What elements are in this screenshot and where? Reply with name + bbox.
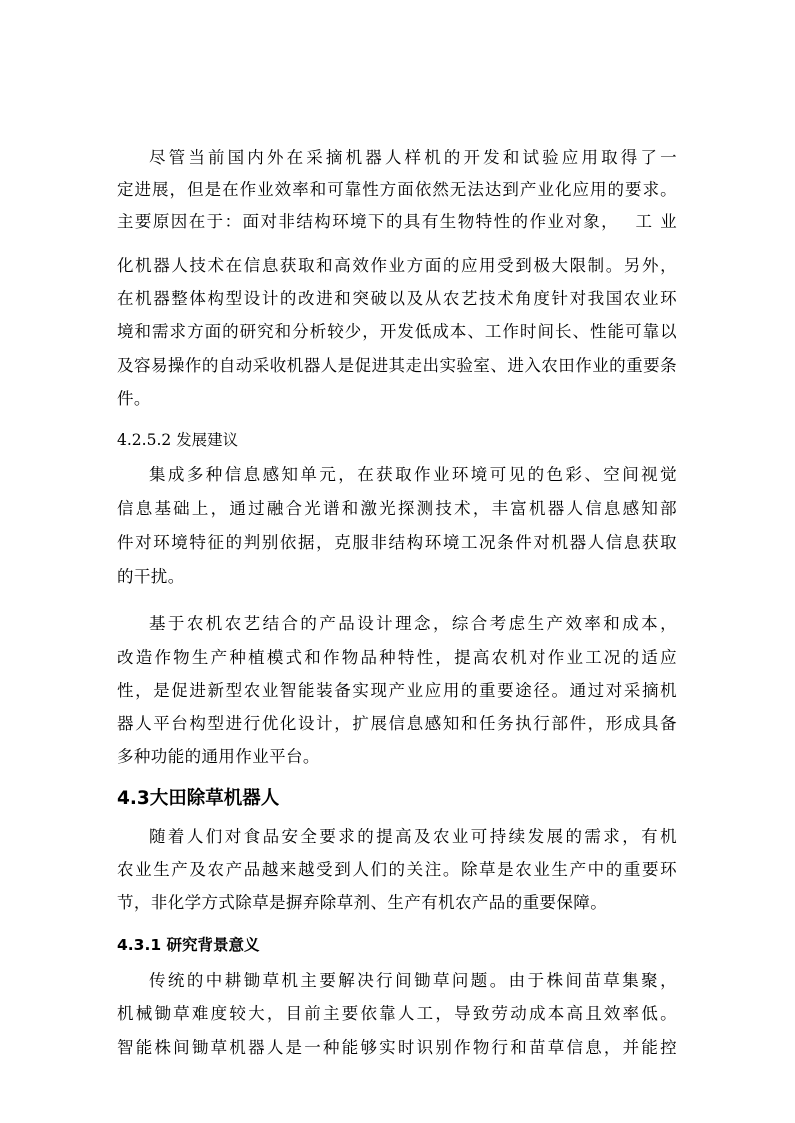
paragraph-line: 随着人们对食品安全要求的提高及农业可持续发展的需求，有机: [149, 827, 677, 846]
paragraph-line: 基于农机农艺结合的产品设计理念，综合考虑生产效率和成本，: [149, 614, 677, 633]
paragraph-line: 性，是促进新型农业智能装备实现产业应用的重要途径。通过对采摘机: [117, 681, 677, 700]
paragraph-line: 境和需求方面的研究和分析较少，开发低成本、工作时间长、性能可靠以: [117, 322, 677, 341]
subsection-label: 4.2.5.2 发展建议: [117, 431, 239, 449]
paragraph-line: 农业生产及农产品越来越受到人们的关注。除草是农业生产中的重要环: [117, 860, 677, 879]
paragraph-line: 件。: [117, 389, 151, 408]
paragraph-line: 改造作物生产种植模式和作物品种特性，提高农机对作业工况的适应: [117, 648, 677, 667]
paragraph-line: 尽管当前国内外在采摘机器人样机的开发和试验应用取得了一: [149, 148, 677, 167]
paragraph-line: 化机器人技术在信息获取和高效作业方面的应用受到极大限制。另外，: [117, 256, 677, 275]
paragraph-line: 及容易操作的自动采收机器人是促进其走出实验室、进入农田作业的重要条: [117, 356, 677, 375]
paragraph-line: 集成多种信息感知单元，在获取作业环境可见的色彩、空间视觉: [149, 465, 677, 484]
subsection-heading: 4.3.1 研究背景意义: [117, 936, 260, 954]
paragraph-line: 的干扰。: [117, 567, 185, 586]
paragraph-line: 定进展，但是在作业效率和可靠性方面依然无法达到产业化应用的要求。: [117, 180, 677, 199]
paragraph-line: 多种功能的通用作业平台。: [117, 747, 320, 766]
paragraph-line: 智能株间锄草机器人是一种能够实时识别作物行和苗草信息，并能控: [117, 1038, 677, 1057]
paragraph-line: 件对环境特征的判别依据，克服非结构环境工况条件对机器人信息获取: [117, 533, 677, 552]
paragraph-line: 传统的中耕锄草机主要解决行间锄草问题。由于株间苗草集聚，: [149, 971, 677, 990]
paragraph-line: 节，非化学方式除草是摒弃除草剂、生产有机农产品的重要保障。: [117, 893, 608, 912]
section-heading: 4.3大田除草机器人: [117, 788, 280, 809]
paragraph-line: 主要原因在于：面对非结构环境下的具有生物特性的作业对象， 工 业: [117, 212, 677, 231]
paragraph-line: 器人平台构型进行优化设计，扩展信息感知和任务执行部件，形成具备: [117, 714, 677, 733]
paragraph-line: 在机器整体构型设计的改进和突破以及从农艺技术角度针对我国农业环: [117, 289, 677, 308]
paragraph-line: 信息基础上，通过融合光谱和激光探测技术，丰富机器人信息感知部: [117, 499, 677, 518]
paragraph-line: 机械锄草难度较大，目前主要依靠人工，导致劳动成本高且效率低。: [117, 1004, 677, 1023]
